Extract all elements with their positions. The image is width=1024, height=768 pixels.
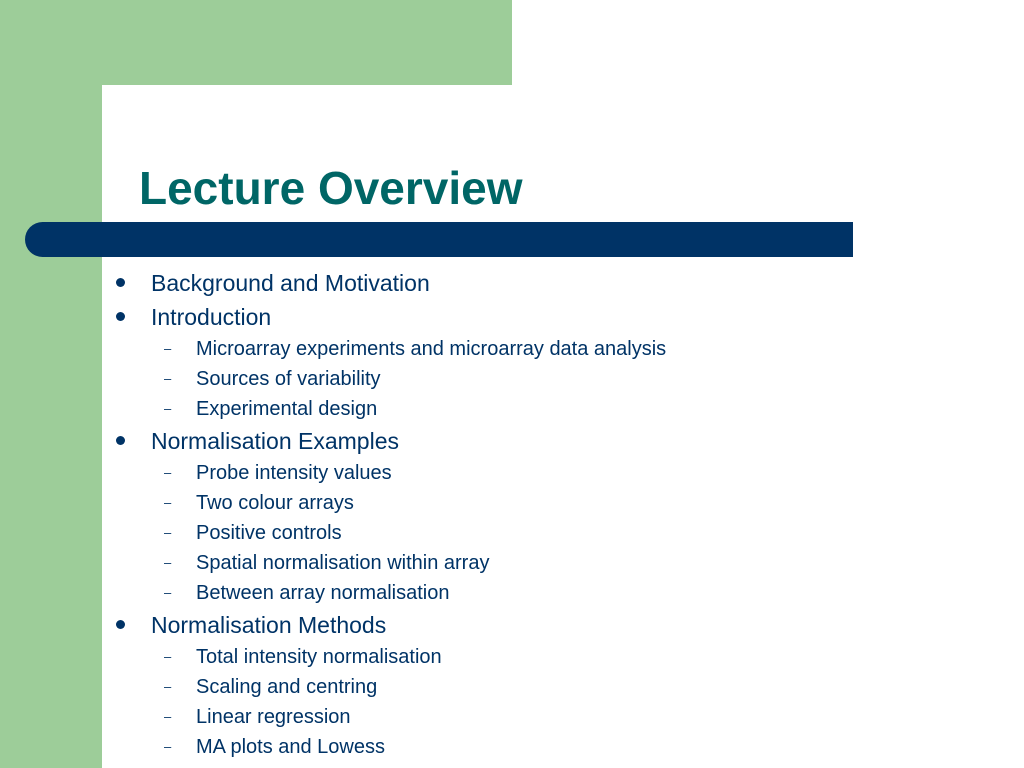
dash-bullet-icon: – bbox=[164, 679, 172, 694]
bullet-dot-icon bbox=[114, 435, 126, 447]
bullet-text: Linear regression bbox=[196, 706, 351, 728]
bullet-text: Normalisation Examples bbox=[151, 428, 399, 454]
dash-bullet-icon: – bbox=[164, 555, 172, 570]
dash-bullet-icon: – bbox=[164, 401, 172, 416]
dash-bullet-icon: – bbox=[164, 709, 172, 724]
dash-bullet-icon: – bbox=[164, 371, 172, 386]
bullet-dot-icon bbox=[114, 277, 126, 289]
bullet-dot-shape bbox=[116, 278, 125, 287]
bullet-text: Between array normalisation bbox=[196, 582, 450, 604]
bullet-dot-icon bbox=[114, 619, 126, 631]
dash-bullet-icon: – bbox=[164, 649, 172, 664]
bullet-text: Positive controls bbox=[196, 522, 342, 544]
slide-title: Lecture Overview bbox=[139, 162, 523, 214]
bullet-text: Probe intensity values bbox=[196, 462, 392, 484]
dash-bullet-icon: – bbox=[164, 525, 172, 540]
dash-bullet-icon: – bbox=[164, 341, 172, 356]
bullet-text: Two colour arrays bbox=[196, 492, 354, 514]
bullet-dot-shape bbox=[116, 436, 125, 445]
bullet-dot-shape bbox=[116, 312, 125, 321]
bullet-text: Spatial normalisation within array bbox=[196, 552, 490, 574]
bullet-text: Background and Motivation bbox=[151, 270, 430, 296]
bullet-text: Sources of variability bbox=[196, 368, 381, 390]
bullet-dot-shape bbox=[116, 620, 125, 629]
bullet-text: Experimental design bbox=[196, 398, 378, 420]
bullet-text: Normalisation Methods bbox=[151, 612, 387, 638]
bullet-text: Total intensity normalisation bbox=[196, 646, 442, 668]
bullet-text: Microarray experiments and microarray data analysis bbox=[196, 338, 667, 360]
bullet-text: Scaling and centring bbox=[196, 676, 378, 698]
bullet-dot-icon bbox=[114, 311, 126, 323]
dash-bullet-icon: – bbox=[164, 465, 172, 480]
dash-bullet-icon: – bbox=[164, 495, 172, 510]
dash-bullet-icon: – bbox=[164, 585, 172, 600]
bullet-text: Introduction bbox=[151, 304, 272, 330]
dash-bullet-icon: – bbox=[164, 739, 172, 754]
bullet-text: MA plots and Lowess bbox=[196, 736, 385, 758]
